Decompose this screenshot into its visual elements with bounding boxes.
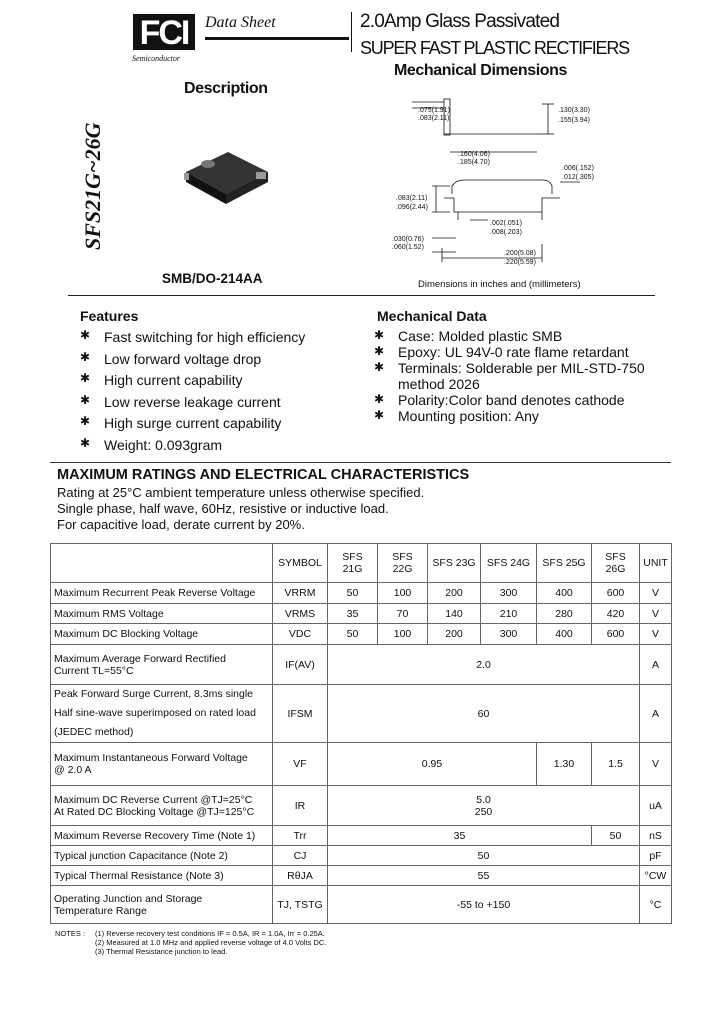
dim-label-8: .012(.305) — [562, 174, 594, 181]
list-item: ✱ High surge current capability — [80, 414, 282, 431]
header-divider — [351, 12, 352, 52]
list-item: ✱ Epoxy: UL 94V-0 rate flame retardant — [374, 344, 629, 360]
asterisk-icon: ✱ — [80, 371, 91, 385]
table-row: Maximum Recurrent Peak Reverse Voltage VRRM 50 100 200 300 400 600 V — [51, 583, 672, 604]
table-row: Maximum DC Blocking Voltage VDC 50 100 200 300 400 600 V — [51, 624, 672, 645]
asterisk-icon: ✱ — [374, 344, 385, 358]
list-item: ✱ Low forward voltage drop — [80, 349, 262, 367]
title-rule — [205, 37, 349, 40]
dim-label-12: .008(.203) — [490, 229, 522, 236]
dim-label-2: .083(2.11) — [418, 115, 450, 122]
dim-label-7: .006(.152) — [562, 165, 594, 172]
fci-logo — [133, 14, 195, 54]
dimension-drawing — [392, 94, 642, 276]
note-3: (3) Thermal Resistance junction to lead. — [95, 947, 228, 956]
dimensions-note: Dimensions in inches and (millimeters) — [418, 279, 581, 290]
list-item: ✱ Case: Molded plastic SMB — [374, 328, 563, 344]
table-row: Peak Forward Surge Current, 8.3ms single Half sine-wave superimposed on rated load (JEDEC method) IFSM 60 A — [51, 685, 672, 743]
list-item: ✱ Weight: 0.093gram — [80, 435, 223, 453]
title-line-2: SUPER FAST PLASTIC RECTIFIERS — [360, 38, 629, 58]
asterisk-icon: ✱ — [374, 360, 385, 374]
asterisk-icon: ✱ — [80, 392, 91, 407]
dim-label-13: .030(0.76) — [392, 236, 424, 243]
note-1: (1) Reverse recovery test conditions IF = 0.5A, IR = 1.0A, Irr = 0.25A. — [95, 929, 325, 938]
ratings-line-3: For capacitive load, derate current by 20%. — [57, 517, 305, 532]
header-cell: SYMBOL — [273, 544, 328, 583]
dim-label-3: .160(4.06) — [458, 151, 490, 158]
package-label: SMB/DO-214AA — [162, 271, 263, 286]
header-cell: SFS 21G — [328, 544, 378, 583]
table-row: Operating Junction and Storage Temperature Range TJ, TSTG -55 to +150 °C — [51, 886, 672, 924]
table-row: Maximum DC Reverse Current @TJ=25°C At Rated DC Blocking Voltage @TJ=125°C IR 5.0 250 uA — [51, 786, 672, 826]
list-item: ✱ Polarity:Color band denotes cathode — [374, 392, 625, 408]
notes-label: NOTES : — [55, 929, 86, 938]
part-range-text: SFS21G~26G — [80, 122, 105, 250]
dim-label-16: .220(5.59) — [504, 259, 536, 266]
table-row: Maximum Reverse Recovery Time (Note 1) Trr 35 50 nS — [51, 826, 672, 846]
table-header-row — [51, 544, 672, 583]
list-item: ✱ Mounting position: Any — [374, 408, 539, 424]
description-heading: Description — [184, 80, 268, 97]
mechanical-dimensions-heading: Mechanical Dimensions — [394, 62, 567, 79]
table-row: Maximum RMS Voltage VRMS 35 70 140 210 280 420 V — [51, 604, 672, 624]
header-cell — [51, 544, 273, 583]
dim-label-15: .200(5.08) — [504, 250, 536, 257]
table-row: Typical junction Capacitance (Note 2) CJ 50 pF — [51, 846, 672, 866]
list-item: ✱ High current capability — [80, 371, 243, 388]
logo-lettering: FCI — [139, 14, 189, 52]
dim-label-4: .185(4.70) — [458, 159, 490, 166]
header-cell: SFS 24G — [481, 544, 537, 583]
ratings-line-2: Single phase, half wave, 60Hz, resistive or inductive load. — [57, 501, 389, 516]
dim-label-9: .083(2.11) — [396, 195, 428, 202]
features-heading: Features — [80, 308, 139, 324]
asterisk-icon: ✱ — [80, 435, 91, 450]
dim-label-11: .002(.051) — [490, 220, 522, 227]
part-range-vertical — [70, 104, 112, 254]
asterisk-icon: ✱ — [80, 328, 91, 342]
header-cell: SFS 23G — [428, 544, 481, 583]
list-item: ✱ Low reverse leakage current — [80, 392, 281, 410]
asterisk-icon: ✱ — [374, 392, 385, 406]
note-2: (2) Measured at 1.0 MHz and applied reverse voltage of 4.0 Volts DC. — [95, 938, 327, 947]
asterisk-icon: ✱ — [80, 414, 91, 428]
ratings-top-rule — [50, 462, 671, 463]
asterisk-icon: ✱ — [374, 328, 385, 342]
dim-label-1: .075(1.91) — [418, 107, 450, 114]
doc-type: Data Sheet — [205, 14, 276, 31]
header-cell: SFS 25G — [537, 544, 592, 583]
table-row: Maximum Average Forward Rectified Current TL=55°C IF(AV) 2.0 A — [51, 645, 672, 685]
title-line-1: 2.0Amp Glass Passivated — [360, 11, 560, 32]
section-separator — [68, 295, 655, 296]
logo-subtitle: Semiconductor — [132, 54, 180, 63]
ratings-heading: MAXIMUM RATINGS AND ELECTRICAL CHARACTERISTICS — [57, 467, 470, 483]
ratings-table — [50, 543, 672, 924]
list-item: ✱ Fast switching for high efficiency — [80, 328, 306, 345]
package-image — [178, 142, 274, 212]
list-item: ✱ Terminals: Solderable per MIL-STD-750 method 2026 — [374, 360, 645, 392]
dim-label-5: .130(3.30) — [558, 107, 590, 114]
header-cell: UNIT — [640, 544, 672, 583]
mechanical-data-heading: Mechanical Data — [377, 308, 487, 324]
header-cell: SFS 22G — [378, 544, 428, 583]
header-cell: SFS 26G — [592, 544, 640, 583]
dim-label-14: .060(1.52) — [392, 244, 424, 251]
ratings-line-1: Rating at 25°C ambient temperature unless otherwise specified. — [57, 485, 425, 500]
dim-label-6: .155(3.94) — [558, 117, 590, 124]
table-row: Maximum Instantaneous Forward Voltage @ 2.0 A VF 0.95 1.30 1.5 V — [51, 743, 672, 786]
features-list — [80, 329, 305, 458]
asterisk-icon: ✱ — [80, 349, 91, 364]
asterisk-icon: ✱ — [374, 408, 385, 422]
dim-label-10: .096(2.44) — [396, 204, 428, 211]
table-row: Typical Thermal Resistance (Note 3) RθJA 55 °CW — [51, 866, 672, 886]
mechanical-data-list — [374, 328, 664, 424]
